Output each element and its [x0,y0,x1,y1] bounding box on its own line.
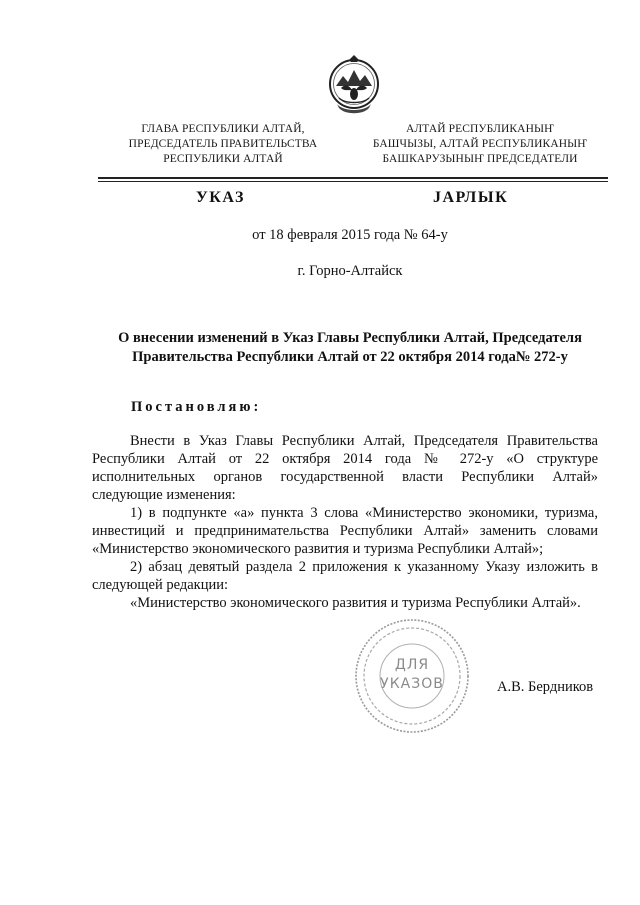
document-city: г. Горно-Алтайск [297,263,403,279]
header-right-line: БАШЧЫЗЫ, АЛТАЙ РЕСПУБЛИКАНЫҤ [372,138,588,150]
header-right-line: БАШКАРУЗЫНЫҤ ПРЕДСЕДАТЕЛИ [382,153,578,165]
title-line: О внесении изменений в Указ Главы Республики Алтай, Председателя [118,330,582,346]
doc-type-ukaz: УКАЗ [196,189,245,206]
doc-type-jarlyk: JАРЛЫК [433,189,509,206]
body-paragraph: 2) абзац девятый раздела 2 приложения к указанному Указу изложить в следующей редакции: [92,559,598,593]
coat-of-arms-emblem [327,54,381,118]
body-paragraph: 1) в подпункте «а» пункта 3 слова «Министерство экономики, туризма, инвестиций и предпринимательства Республики Алтай» заменить словами «Министерство экономического развития и туризма Республики Алтай»; [92,505,598,557]
header-right-line: АЛТАЙ РЕСПУБЛИКАНЫҤ [406,123,554,135]
document-date-number: от 18 февраля 2015 года № 64-у [252,227,448,243]
header-right-title [340,122,620,167]
header-divider-thick [98,177,608,179]
stamp-text-line1: ДЛЯ [394,657,430,673]
official-stamp [353,617,471,735]
document-body [92,432,598,612]
signatory-name: А.В. Бердников [497,679,594,695]
stamp-text-line2: УКАЗОВ [380,676,444,692]
header-left-line: ПРЕДСЕДАТЕЛЬ ПРАВИТЕЛЬСТВА [128,138,318,150]
header-left-line: РЕСПУБЛИКИ АЛТАЙ [163,153,283,165]
header-left-title [98,122,348,167]
document-title [85,329,615,367]
body-paragraph: «Министерство экономического развития и туризма Республики Алтай». [130,595,581,611]
body-paragraph: Внести в Указ Главы Республики Алтай, Председателя Правительства Республики Алтай от 22 октября 2014 года № 272-у «О структуре исполнительных органов государственной власти Республики Алтай» следующие изменения: [92,433,598,503]
header-divider-thin [98,181,608,182]
header-left-line: ГЛАВА РЕСПУБЛИКИ АЛТАЙ, [141,123,305,135]
title-line: Правительства Республики Алтай от 22 октября 2014 года№ 272-у [132,349,568,365]
resolve-heading: Постановляю: [131,399,262,415]
